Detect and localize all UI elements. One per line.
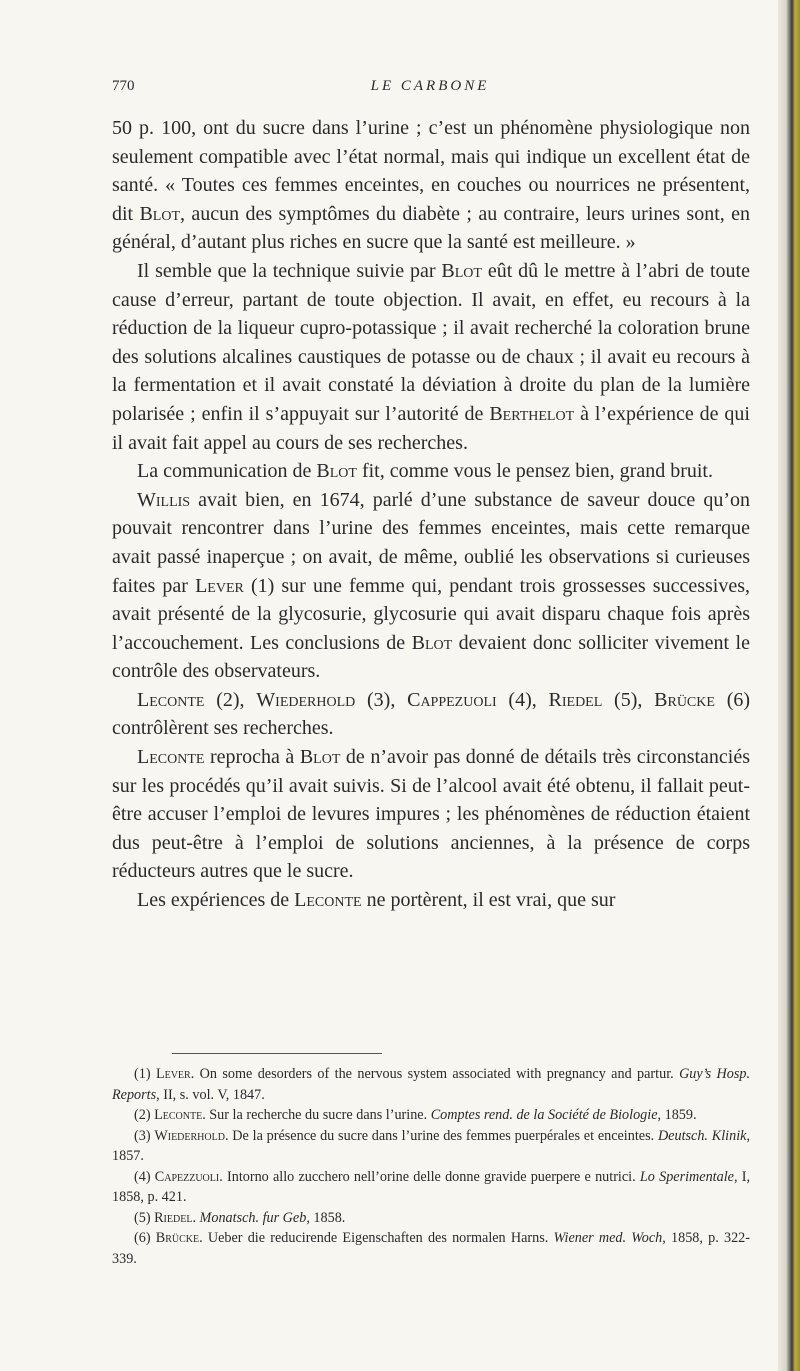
text-run: , I, 1858, p. 421. (112, 1168, 751, 1205)
text-run: (6) contrôlèrent ses recherches. (112, 688, 751, 740)
author-name: Riedel (154, 1209, 193, 1226)
paragraph (112, 686, 750, 743)
author-name: Blot (441, 259, 482, 282)
publication-title: Wiener med. Woch (553, 1230, 663, 1246)
paragraph (112, 886, 750, 915)
publication-title: Deutsch. Klinik (657, 1127, 747, 1144)
text-run: avait bien, en 1674, parlé d’une substance de saveur douce qu’on pouvait rencontrer dans l’urine des femmes enceintes, mais cette remarque avait passé inaperçue ; on avait, de même, oublié les observations si curieuses faites par (112, 488, 750, 597)
text-run: (2), (204, 688, 257, 711)
paragraph (112, 457, 750, 486)
author-name: Lever (195, 574, 244, 597)
text-run: La communication de (137, 460, 317, 483)
footnote (112, 1208, 750, 1229)
text-run: à l’expérience de qui il avait fait appel au cours de ses recherches. (112, 402, 750, 454)
author-name: Blot (139, 202, 181, 225)
publication-title: Guy’s Hosp. Reports (112, 1066, 750, 1103)
author-name: Blot (299, 746, 341, 769)
author-name: Leconte (137, 746, 205, 769)
text-run: . De la présence du sucre dans l’urine des femmes puerpérales et enceintes. (224, 1127, 658, 1144)
author-name: Capezzuoli (154, 1168, 220, 1185)
author-name: Blot (316, 460, 357, 483)
author-name: Leconte (137, 688, 205, 711)
text-run: . Intorno allo zucchero nell’orine delle donne gravide puerpere e nutrici. (219, 1168, 640, 1185)
text-run: . On some desorders of the nervous system associated with pregnancy and partur. (190, 1066, 680, 1082)
text-run: , 1858. (306, 1209, 346, 1226)
text-run: . Ueber die reducirende Eigenschaften des normalen Harns. (199, 1230, 554, 1246)
author-name: Wiederhold (256, 688, 356, 711)
text-run: (1) sur une femme qui, pendant trois grossesses successives, avait présenté de la glycosurie, glycosurie qui avait disparu chaque fois après l’accouchement. Les conclusions de (112, 574, 750, 654)
page-edge (778, 0, 800, 1371)
publication-title: Lo Sperimentale (639, 1168, 734, 1185)
footnotes (112, 1064, 750, 1269)
text-run: (3) (134, 1127, 155, 1144)
text-run: (5) (134, 1209, 155, 1226)
text-run: , 1859. (657, 1107, 697, 1123)
author-name: Wiederhold (154, 1127, 225, 1144)
paragraph (112, 743, 750, 886)
text-run: (4), (496, 688, 549, 711)
author-name: Brücke (155, 1230, 200, 1246)
author-name: Brücke (654, 688, 715, 711)
footnote (112, 1228, 750, 1269)
paragraph (112, 486, 750, 686)
body-text (112, 114, 750, 915)
text-run: (4) (134, 1168, 155, 1185)
text-run: (3), (355, 688, 408, 711)
author-name: Leconte (154, 1107, 203, 1123)
author-name: Berthelot (489, 402, 575, 425)
text-run: reprocha à (204, 746, 300, 769)
footnote (112, 1126, 750, 1167)
text-run: de n’avoir pas donné de détails très circonstanciés sur les procédés qu’il avait suivis. Si de l’alcool avait été obtenu, il fallait peut-être accuser l’emploi de levures impures ; les phénomènes de réduction étaient dus peut-être à l’emploi de solutions anciennes, à la présence de corps réducteurs autres que le sucre. (112, 746, 750, 883)
author-name: Riedel (548, 688, 603, 711)
paragraph (112, 257, 750, 457)
footnote (112, 1064, 750, 1105)
page-header (112, 78, 748, 102)
text-run: devaient donc solliciter vivement le contrôle des observateurs. (112, 631, 750, 683)
text-run: (1) (134, 1066, 156, 1082)
text-run: (6) (134, 1230, 156, 1246)
author-name: Cappezuoli (407, 688, 497, 711)
author-name: Leconte (294, 889, 362, 912)
text-run: fit, comme vous le pensez bien, grand bruit. (356, 460, 713, 483)
text-run: , 1857. (112, 1127, 750, 1164)
author-name: Willis (137, 488, 191, 511)
text-run: . Sur la recherche du sucre dans l’urine. (202, 1107, 431, 1123)
text-run: (5), (602, 688, 655, 711)
footnote (112, 1167, 750, 1208)
author-name: Lever (155, 1066, 191, 1082)
text-run: eût dû le mettre à l’abri de toute cause d’erreur, partant de toute objection. Il avait, en effet, eu recours à la réduction de la liqueur cupro-potassique ; il avait recherché la coloration brune des solutions alcalines caustiques de potasse ou de chaux ; il avait eu recours à la fermentation et il avait constaté la déviation à droite du plan de la lumière polarisée ; enfin il s’appuyait sur l’autorité de (112, 259, 750, 425)
text-run: . (192, 1209, 200, 1226)
text-run: , 1858, p. 322-339. (112, 1230, 750, 1267)
footnote (112, 1105, 750, 1126)
text-run: , II, s. vol. V, 1847. (156, 1086, 265, 1103)
paragraph (112, 114, 750, 257)
page-number: 770 (112, 78, 135, 94)
publication-title: Comptes rend. de la Société de Biologie (430, 1107, 658, 1123)
text-run: Il semble que la technique suivie par (137, 259, 442, 282)
publication-title: Monatsch. fur Geb (199, 1209, 307, 1226)
author-name: Blot (411, 631, 453, 654)
text-run: ne portèrent, il est vrai, que sur (361, 889, 616, 912)
text-run: , aucun des symptômes du diabète ; au contraire, leurs urines sont, en général, d’autant plus riches en sucre que la santé est meilleure. » (112, 202, 750, 254)
running-title: LE CARBONE (370, 78, 490, 94)
text-run: (2) (134, 1107, 155, 1123)
text-run: Les expériences de (137, 889, 295, 912)
footnote-rule (172, 1053, 382, 1054)
text-run: 50 p. 100, ont du sucre dans l’urine ; c’est un phénomène physiologique non seulement compatible avec l’état normal, mais qui indique un excellent état de santé. « Toutes ces femmes enceintes, en couches ou nourrices ne présentent, dit (112, 117, 750, 225)
